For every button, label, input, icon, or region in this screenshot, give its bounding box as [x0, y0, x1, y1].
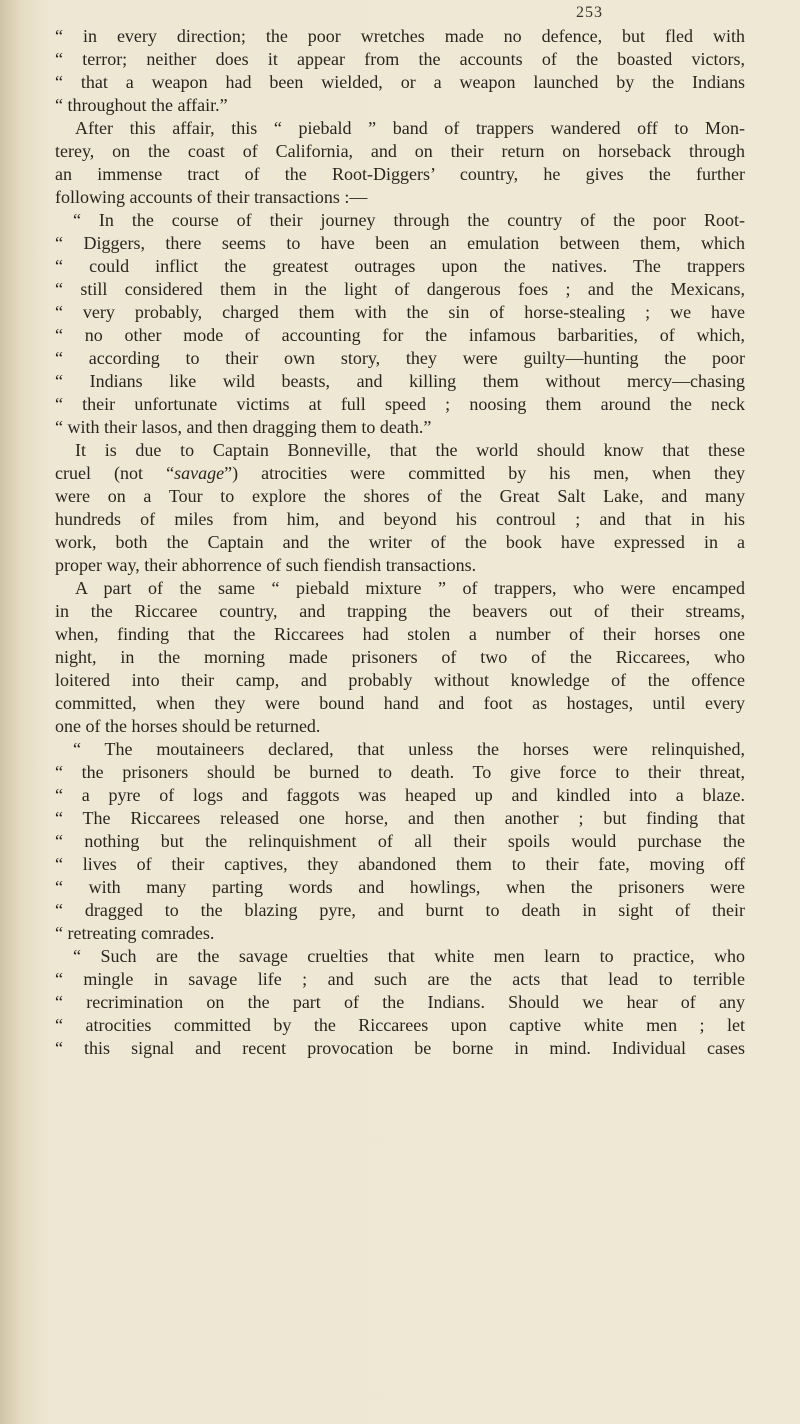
text-line: work, both the Captain and the writer of the book have expressed in a — [55, 532, 745, 552]
text-line: “ Indians like wild beasts, and killing them without mercy—chasing — [55, 371, 745, 391]
text-line: A part of the same “ piebald mixture ” of trappers, who were encamped — [75, 578, 745, 598]
text-line: After this affair, this “ piebald ” band of trappers wandered off to Mon- — [75, 118, 745, 138]
text-line: “ could inflict the greatest outrages upon the natives. The trappers — [55, 256, 745, 276]
text-line: “ a pyre of logs and faggots was heaped up and kindled into a blaze. — [55, 785, 745, 805]
text-line: “ atrocities committed by the Riccarees upon captive white men ; let — [55, 1015, 745, 1035]
text-line: when, finding that the Riccarees had stolen a number of their horses one — [55, 624, 745, 644]
text-line: in the Riccaree country, and trapping the beavers out of their streams, — [55, 601, 745, 621]
text-line: “ this signal and recent provocation be borne in mind. Individual cases — [55, 1038, 745, 1058]
body-text — [55, 25, 745, 1060]
text-line: terey, on the coast of California, and on their return on horseback through — [55, 141, 745, 161]
text-line: “ recrimination on the part of the Indians. Should we hear of any — [55, 992, 745, 1012]
text-line: “ according to their own story, they were guilty—hunting the poor — [55, 348, 745, 368]
text-line: “ that a weapon had been wielded, or a weapon launched by the Indians — [55, 72, 745, 92]
page-gutter-shadow — [0, 0, 18, 1424]
text-line: “ In the course of their journey through the country of the poor Root- — [73, 210, 745, 230]
text-line: “ lives of their captives, they abandoned them to their fate, moving off — [55, 854, 745, 874]
text-line: loitered into their camp, and probably without knowledge of the offence — [55, 670, 745, 690]
text-line: “ still considered them in the light of dangerous foes ; and the Mexicans, — [55, 279, 745, 299]
text-line: It is due to Captain Bonneville, that the world should know that these — [75, 440, 745, 460]
page-number: 253 — [576, 4, 603, 21]
text-line: an immense tract of the Root-Diggers’ country, he gives the further — [55, 164, 745, 184]
text-line: were on a Tour to explore the shores of the Great Salt Lake, and many — [55, 486, 745, 506]
text-line: “ Such are the savage cruelties that white men learn to practice, who — [73, 946, 745, 966]
text-line: committed, when they were bound hand and foot as hostages, until every — [55, 693, 745, 713]
text-line: “ nothing but the relinquishment of all their spoils would purchase the — [55, 831, 745, 851]
text-line: following accounts of their transactions :— — [55, 187, 368, 207]
text-line: “ The moutaineers declared, that unless the horses were relinquished, — [73, 739, 745, 759]
text-line: hundreds of miles from him, and beyond his controul ; and that in his — [55, 509, 745, 529]
text-line: “ mingle in savage life ; and such are the acts that lead to terrible — [55, 969, 745, 989]
text-line: “ very probably, charged them with the sin of horse-stealing ; we have — [55, 302, 745, 322]
text-line: “ terror; neither does it appear from the accounts of the boasted victors, — [55, 49, 745, 69]
text-line: “ the prisoners should be burned to death. To give force to their threat, — [55, 762, 745, 782]
text-line: “ The Riccarees released one horse, and then another ; but finding that — [55, 808, 745, 828]
text-line: one of the horses should be returned. — [55, 716, 321, 736]
text-line: “ dragged to the blazing pyre, and burnt to death in sight of their — [55, 900, 745, 920]
text-line: “ their unfortunate victims at full speed ; noosing them around the neck — [55, 394, 745, 414]
text-line: cruel (not “savage”) atrocities were committed by his men, when they — [55, 463, 745, 483]
text-line: “ with many parting words and howlings, when the prisoners were — [55, 877, 745, 897]
text-line: “ in every direction; the poor wretches made no defence, but fled with — [55, 26, 745, 46]
text-line: “ no other mode of accounting for the infamous barbarities, of which, — [55, 325, 745, 345]
text-line: “ Diggers, there seems to have been an emulation between them, which — [55, 233, 745, 253]
text-line: “ throughout the affair.” — [55, 95, 228, 115]
text-line: “ with their lasos, and then dragging them to death.” — [55, 417, 432, 437]
text-line: proper way, their abhorrence of such fiendish transactions. — [55, 555, 477, 575]
emphasized-word: savage — [174, 463, 225, 483]
text-line: “ retreating comrades. — [55, 923, 215, 943]
text-line: night, in the morning made prisoners of two of the Riccarees, who — [55, 647, 745, 667]
